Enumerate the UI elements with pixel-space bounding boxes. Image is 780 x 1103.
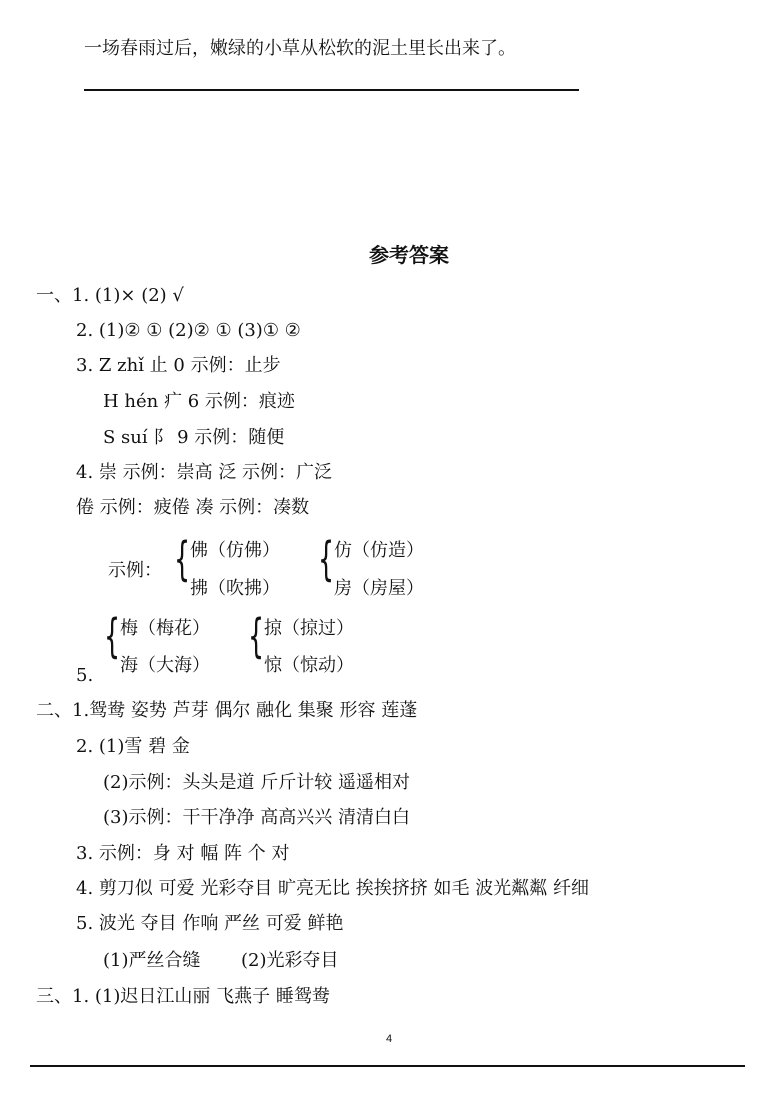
answer-2-2-2: (2)示例：头头是道 斤斤计较 遥遥相对 [103, 772, 410, 793]
answer-2-3: 3. 示例：身 对 幅 阵 个 对 [76, 843, 290, 864]
answer-1-2: 2. (1)② ① (2)② ① (3)① ② [76, 320, 301, 341]
answer-1-5-number: 5. [76, 665, 94, 686]
group2-bottom: 房（房屋） [334, 578, 424, 599]
answer-3-1: 三、1. (1)迟日江山丽 飞燕子 睡鸳鸯 [36, 986, 330, 1007]
group2-top: 仿（仿造） [334, 540, 424, 561]
group1-top: 佛（仿佛） [190, 540, 280, 561]
answer-2-5-1: (1)严丝合缝 [103, 950, 201, 971]
group3-bottom: 海（大海） [120, 655, 210, 676]
brace-icon: { [248, 609, 265, 663]
page-title: 参考答案 [369, 243, 449, 267]
brace-icon: { [318, 532, 335, 586]
group1-bottom: 拂（吹拂） [190, 578, 280, 599]
exercise-sentence: 一场春雨过后，嫩绿的小草从松软的泥土里长出来了。 [84, 38, 516, 59]
answer-2-5-2: (2)光彩夺目 [241, 950, 339, 971]
answer-2-2-1: 2. (1)雪 碧 金 [76, 736, 190, 757]
answer-1-3-b: H hén 疒 6 示例：痕迹 [103, 391, 295, 412]
group4-bottom: 惊（惊动） [264, 655, 354, 676]
answer-1-1: 一、1. (1)× (2) √ [36, 285, 184, 306]
example-label: 示例： [108, 560, 162, 581]
answer-1-4-b: 倦 示例：疲倦 凑 示例：凑数 [76, 497, 310, 518]
answer-1-4-a: 4. 崇 示例：崇高 泛 示例：广泛 [76, 462, 333, 483]
footer-rule [30, 1065, 745, 1067]
answer-2-5: 5. 波光 夺目 作响 严丝 可爱 鲜艳 [76, 913, 344, 934]
brace-icon: { [174, 532, 191, 586]
answer-2-4: 4. 剪刀似 可爱 光彩夺目 旷亮无比 挨挨挤挤 如毛 波光粼粼 纤细 [76, 878, 589, 899]
answer-1-3-c: S suí 阝 9 示例：随便 [103, 427, 285, 448]
answer-2-2-3: (3)示例：干干净净 高高兴兴 清清白白 [103, 807, 410, 828]
page-number: 4 [386, 1033, 393, 1045]
answer-2-1: 二、1.鸳鸯 姿势 芦芽 偶尔 融化 集聚 形容 莲蓬 [36, 700, 418, 721]
answer-1-3-a: 3. Z zhǐ 止 0 示例：止步 [76, 355, 281, 376]
group3-top: 梅（梅花） [120, 618, 210, 639]
answer-blank-line [84, 89, 579, 91]
brace-icon: { [104, 609, 121, 663]
group4-top: 掠（掠过） [264, 618, 354, 639]
